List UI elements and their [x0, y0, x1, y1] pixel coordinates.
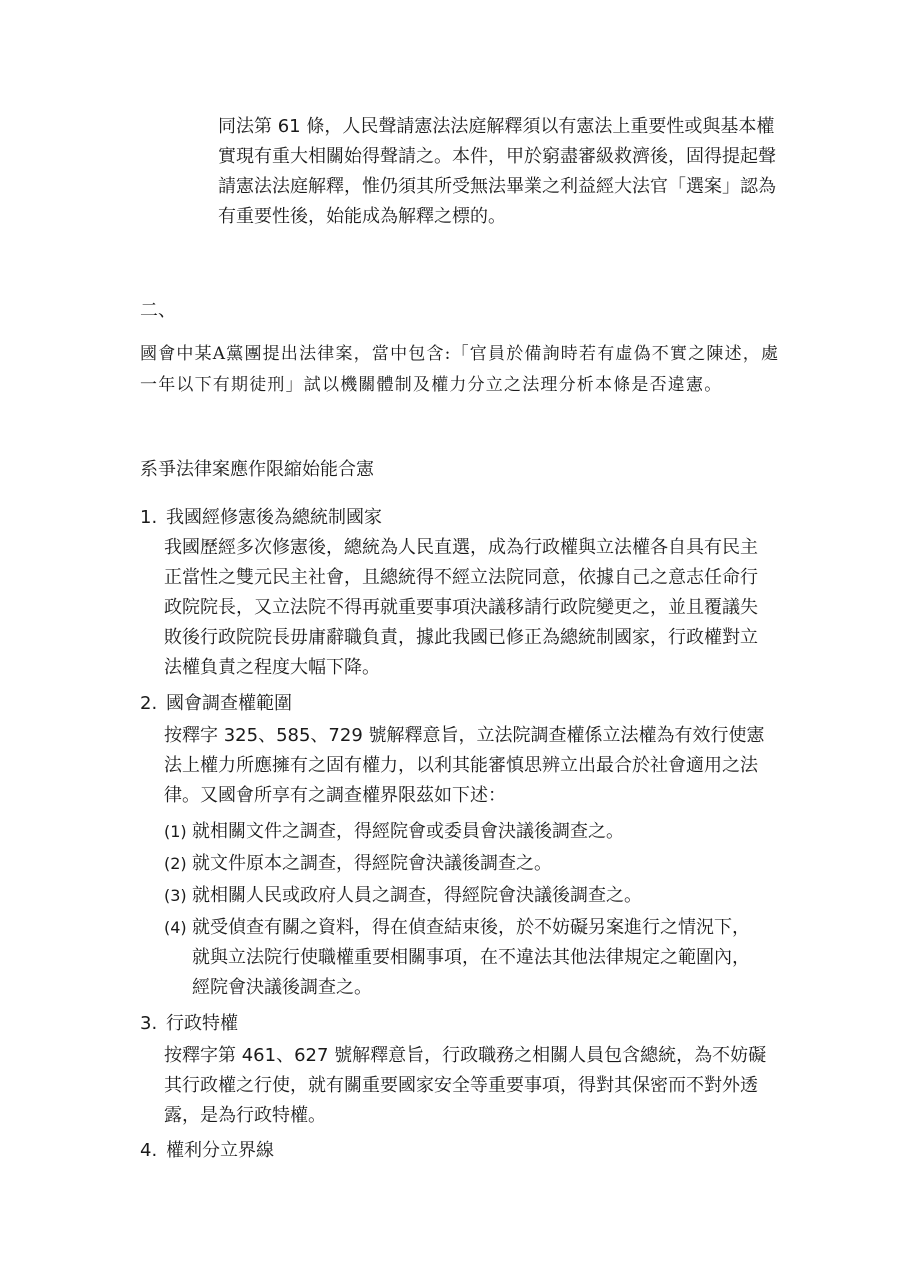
sub-item-text: 就受偵查有關之資料，得在偵查結束後，於不妨礙另案進行之情況下，就與立法院行使職權重要相關事項，在不違法其他法律規定之範圍內，經院會決議後調查之。: [192, 917, 750, 998]
list-number: 1.: [140, 507, 158, 528]
list-item-title: 我國經修憲後為總統制國家: [166, 507, 382, 528]
section-heading: 二、: [140, 300, 176, 321]
sub-item-2: [164, 849, 764, 879]
list-number: 3.: [140, 1013, 158, 1034]
list-item-1-heading: [140, 503, 382, 533]
exam-question: 國會中某A黨團提出法律案，當中包含:「官員於備詢時若有虛偽不實之陳述，處一年以下有期徒刑」試以機關體制及權力分立之法理分析本條是否違憲。: [140, 344, 780, 395]
list-item-2-heading: [140, 689, 292, 719]
list-item-2-body: 按釋字 325、585、729 號解釋意旨，立法院調查權係立法權為有效行使憲法上權力所應擁有之固有權力，以利其能審慎思辨立出最合於社會適用之法律。又國會所享有之調查權界限茲如下述：: [164, 725, 765, 806]
list-item-1-body: 我國歷經多次修憲後，總統為人民直選，成為行政權與立法權各自具有民主正當性之雙元民主社會，且總統得不經立法院同意，依據自己之意志任命行政院院長，又立法院不得再就重要事項決議移請行政院變更之，並且覆議失敗後行政院院長毋庸辭職負責，據此我國已修正為總統制國家，行政權對立法權負責之程度大幅下降。: [164, 537, 758, 678]
sub-item-text: 就文件原本之調查，得經院會決議後調查之。: [192, 853, 552, 874]
sub-item-number: (1): [164, 822, 187, 841]
list-item-title: 權利分立界線: [166, 1140, 274, 1161]
list-number: 4.: [140, 1140, 158, 1161]
intro-paragraph: 同法第 61 條，人民聲請憲法法庭解釋須以有憲法上重要性或與基本權實現有重大相關始得聲請之。本件，甲於窮盡審級救濟後，固得提起聲請憲法法庭解釋，惟仍須其所受無法畢業之利益經大法官「選案」認為有重要性後，始能成為解釋之標的。: [218, 116, 776, 227]
list-item-4-heading: [140, 1136, 274, 1166]
sub-item-text: 就相關人民或政府人員之調查，得經院會決議後調查之。: [192, 885, 642, 906]
sub-item-3: [164, 881, 764, 911]
thesis-statement: 系爭法律案應作限縮始能合憲: [140, 459, 374, 480]
sub-item-text: 就相關文件之調查，得經院會或委員會決議後調查之。: [192, 821, 624, 842]
list-item-3-body: 按釋字第 461、627 號解釋意旨，行政職務之相關人員包含總統，為不妨礙其行政權之行使，就有關重要國家安全等重要事項，得對其保密而不對外透露，是為行政特權。: [164, 1045, 767, 1126]
sub-item-number: (2): [164, 854, 187, 873]
list-number: 2.: [140, 693, 158, 714]
list-item-title: 行政特權: [166, 1013, 238, 1034]
list-item-title: 國會調查權範圍: [166, 693, 292, 714]
sub-item-1: [164, 817, 764, 847]
sub-item-number: (3): [164, 886, 187, 905]
sub-item-4: [164, 913, 764, 1003]
sub-item-number: (4): [164, 918, 187, 937]
list-item-3-heading: [140, 1009, 238, 1039]
